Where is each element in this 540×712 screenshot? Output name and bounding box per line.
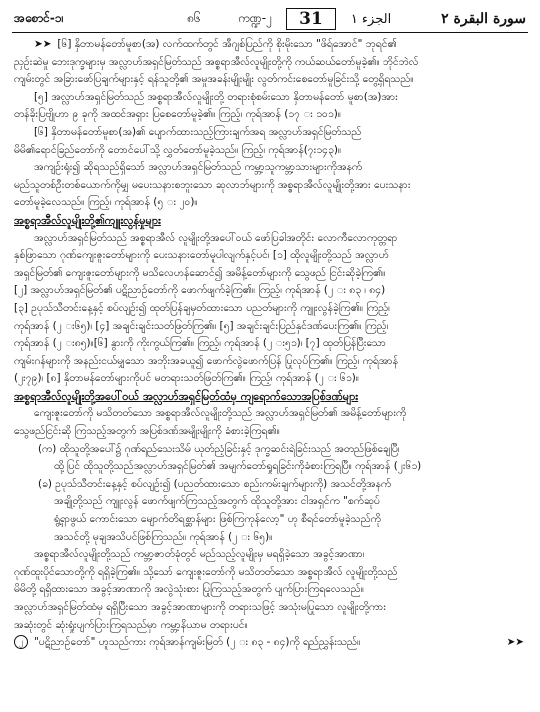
footnote-text: "ပဋိညာဉ်တော်" ဟူသည်ကား ကုရ်အာန်ကျမ်းမြတ် (၂ း ၈၃ - ၈၄)ကို ရည်ညွှန်းသည်။: [34, 636, 361, 649]
text-line: ကုရ်အာန် (၂ း၈၅)။[၆] နွားကို ကိုးကွယ်ကြ၏။ ကြည့်၊ ကုရ်အာန် (၂ း၅၁)၊ [၇] ထုတ်ပြန်ပြီးသော: [14, 337, 387, 350]
text-line: (၂း၇၉)၊ [၈] နှိတာမန်တော်များကိုပင် မတရားသတ်ဖြတ်ကြ၏။ ကြည့်၊ ကုရ်အာန် (၂ း ၆၁)။: [14, 372, 359, 385]
text-line: ညှဉ်းဆဲမှု ဘေးဒုက္ခများမှ အလ္လာဟ်အရှင်မြတ်သည် အစ္စရာအီလ်လူမျိုးတို့ကို ကယ်ဆယ်တော်မူခဲ့၏။ ဘိုင်ဘဲလ်: [14, 55, 419, 68]
text-line: [14, 36, 524, 54]
text-line: သွေဖည်ငြင်းဆို ကြသည့်အတွက် အပြစ်ဒဏ်အမျိုးမျိုးကို ခံစားခဲ့ကြရ၏။: [14, 425, 280, 438]
text-line: အချို့တို့သည် ကျူးလွန် ဖောက်ဖျက်ကြသည့်အတွက် ထိုသူတို့အား ငါအရှင်က "စက်ဆုပ်: [54, 495, 380, 508]
page-header: [14, 6, 526, 32]
text-line: ကျေးဇူးတော်ကို မသိတတ်သော အစ္စရာအီလ်လူမျိုးတို့သည် အလ္လာဟ်အရှင်မြတ်၏ အမိန့်တော်များကို: [34, 407, 407, 420]
text-line: ရွံ့ရှာဖွယ် ကောင်းသော မျောက်တိရစ္ဆာန်များ ဖြစ်ကြကုန်လော့" ဟု စီရင်တော်မူခဲ့သည်ကို: [54, 513, 381, 526]
section-label: ကဏ္ဍ-၂: [237, 11, 273, 25]
text-line: [၆] နှိတာမန်တော်မူစာ(အ)၏ ပျောက်ထားသည့်ကြားချက်အရ အလ္လာဟ်အရှင်မြတ်သည်: [34, 125, 362, 138]
surah-title: سورة البقرة ٢: [441, 11, 526, 27]
text-line: အရှင်မြတ်၏ ကျေးဇူးတော်များကို မသိလေဟန်ဆောင်၍ အမိန့်တော်များကို သွေဖည် ငြင်းဆိုခဲ့ကြ၏။: [14, 266, 386, 279]
page-number: 31: [286, 8, 336, 30]
text-line: အကျဉ်းရုံး၍ ဆိုရသည်ရှိသော် အလ္လာဟ်အရှင်မြတ်သည် ကမ္ဘာ့သူကမ္ဘာ့သားများကိုအနက်: [34, 161, 363, 174]
text-line: နှစ်ဖြာသော ဂုဏ်ကျေးဇူးတော်များကို ပေးသနားတော်မူပါလျက်နှင့်ပင်၊ [၁] ထိုလူမျိုးတို့သည် အလ္လာဟ်: [14, 249, 389, 262]
section-heading: အစ္စရာအီလ်လူမျိုးတို့အပေါ်ဝယ် အလ္လာဟ်အရှင်မြတ်ထံမှ ကျရောက်သောအပြစ်ဒဏ်များ: [14, 389, 359, 403]
text-line: မည်သူတစ်ဦးတစ်ယောက်ကိုမျှ မပေးသနားစဘူးသော ဆုလာဘ်များကို အစ္စရာအီလ်လူမျိုးတို့အား ပေးသနား: [14, 178, 411, 191]
section-heading: အစ္စရာအီလ်လူမျိုးတို့၏ကျူးလွန်မှုများ: [14, 213, 161, 227]
continue-arrow-icon: ➤➤: [506, 636, 524, 649]
double-arrow-icon: ➤➤: [34, 38, 52, 50]
text-line: [၅] အလ္လာဟ်အရှင်မြတ်သည် အစ္စရာအီလ်လူမျိုးတို့ တရားစုံစမ်းသော နှိတာမန်တော် မူစာ(အ)အား: [34, 90, 398, 103]
text-line: (ခ) ဥပုသ်သီတင်းနေ့နှင့် စပ်လျဉ်း၍ (ပညတ်ထားသော စည်းကမ်းချက်များကို) အသင်တို့အနက်: [38, 477, 392, 490]
juz-label: الجزء ١: [350, 11, 392, 27]
verse-number: ၈၆: [187, 11, 201, 25]
text-line: အလ္လာဟ်အရှင်မြတ်ထံမှ ရရှိပြီးသော အခွင့်အာဏာများကို တရားသဖြင့် အသုံးမပြုသော လူမျိုးတို့ကား: [14, 601, 386, 613]
footnote-number: ၂: [14, 635, 28, 649]
text-line: [၃] ဥပုသ်သီတင်းနေ့နှင့် စပ်လျဉ်း၍ ထုတ်ပြန်ချမှတ်ထားသော ပညတ်များကို ကျူးလွန်ခဲ့ကြ၏။ ကြည့်၊: [14, 301, 390, 314]
text-line: အစ္စရာအီလ်လူမျိုးတို့သည် ကမ္ဘာ့ဇာတ်ခုံတွင် မည်သည့်လူမျိုးမှ မရရှိခဲ့သော အခွင့်အာဏာ၊: [34, 548, 365, 561]
text-line: အလ္လာဟ်အရှင်မြတ်သည် အစ္စရာအီလ် လူမျိုးတို့အပေါ်ဝယ် ဖော်ပြခါအတိုင်း လောကီလောကုတ္တရာ: [34, 231, 398, 244]
text-line: မိမိတို့ ရရှိထားသော အခွင့်အာဏာကို အလွဲသုံးစား ပြုကြသည့်အတွက် ပျက်ပြားကြရလေသည်။: [14, 583, 364, 596]
text-line: တော်မူခဲ့လေသည်။ ကြည့်၊ ကုရ်အာန် (၅ း ၂၀)။: [14, 196, 198, 209]
line-text: [၆] နှိတာမန်တော်မူစာ(အ) လက်ထက်တွင် အီဂျစ်ပြည်ကို စိုးမိုးသော "ဖိရ်အောင်" ဘုရင်၏: [57, 38, 397, 50]
text-line: [၂] အလ္လာဟ်အရှင်မြတ်၏ ပဋိညာဉ်တော်ကို ဖောက်ဖျက်ခဲ့ကြ၏။ ကြည့်၊ ကုရ်အာန် (၂ း ၈၃ ၊ ၈၄): [14, 284, 386, 297]
text-line: အဆုံးတွင် ဆုံးရှုံးပျက်ပြားကြရသည်မှာ ကမ္ဘာ့နိယာမ တရားပင်။: [14, 618, 248, 631]
footnote: [14, 634, 524, 652]
body-text: [14, 36, 524, 652]
text-line: ထို့ပြင် ထိုသူတို့သည်အလ္လာဟ်အရှင်မြတ်၏ အမျက်တော်ရှုရခြင်းကိုခံစားကြရပြီ။ ကုရ်အာန် (၂း၆၁): [54, 460, 422, 473]
text-line: ကျမ်းဂန်များကို အနည်းငယ်မျှသော အဘိုးအခယူ၍ ဖောက်လွဲဖောက်ပြန် ပြုလုပ်ကြ၏။ ကြည့်၊ ကုရ်အာန်: [14, 354, 398, 367]
text-line: ကုရ်အာန် (၂ း၆၅)၊ [၄] အချင်းချင်းသတ်ဖြတ်ကြ၏။ [၅] အချင်းချင်းပြည်နှင်ဒဏ်ပေးကြ၏။ ကြည့်၊: [14, 319, 389, 332]
header-rule: [12, 32, 528, 33]
text-line: ဂုဏ်ထူးပိုင်သောတို့ကို ရရှိခဲ့ကြ၏။ သို့သော် ကျေးဇူးတော်ကို မသိတတ်သော အစ္စရာအီလ် လူမျိုးတို့သည်: [14, 565, 398, 578]
text-line: ကျမ်းတွင် အခြားဖော်ပြချက်များနှင့် ရန်သူတို့၏ အမှုအခန်းမျိုးမျိုး လွတ်ကင်းစေတော်မူခြင်းသို့ တွေ့ရှိရသည်။: [14, 73, 414, 86]
text-line: တန်ခိုးပြဗျိုဟာ ၉ ခုကို အထင်အရှား ပြစေတော်မူခဲ့၏။ ကြည့်၊ ကုရ်အာန် (၁၇ း ၁၀၁)။: [14, 108, 341, 121]
text-line: မိမိ၏ရောင်ခြည်တော်ကို တောင်ပေါ်သို့ လွှတ်တော်မူခဲ့သည်။ ကြည့်၊ ကုရ်အာန်(၇း၁၄၃)။: [14, 143, 342, 156]
issue-label: အစောင်-၁၊: [14, 11, 64, 25]
text-line: အသင်တို့ မုချအသိပင်ဖြစ်ကြသည်။ ကုရ်အာန် (၂ း ၆၅)။: [54, 530, 273, 543]
text-line: (က) ထိုသူတို့အပေါ်၌ ဂုဏ်ရည်သေးသိမ် ယုတ်ညံ့ခြင်းနှင့် ဒုက္ခဆင်းရဲခြင်းသည် အတည်ဖြစ်ချေပြီ၊: [38, 442, 400, 455]
